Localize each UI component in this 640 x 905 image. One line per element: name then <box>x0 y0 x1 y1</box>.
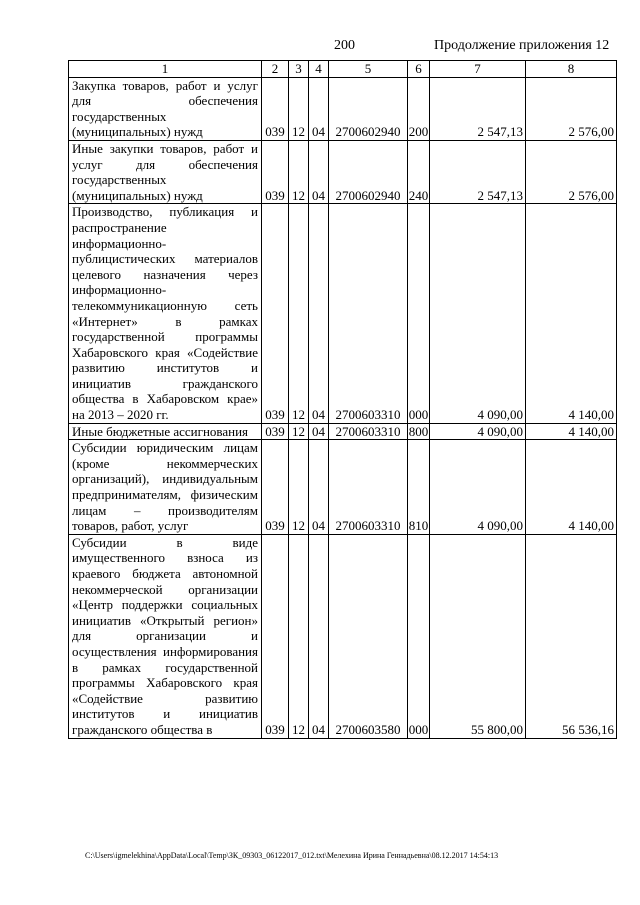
cell-amount-2: 2 576,00 <box>526 77 617 140</box>
column-header: 1 <box>69 61 262 78</box>
column-header: 2 <box>262 61 289 78</box>
table-row <box>69 204 617 423</box>
cell-expense-type: 240 <box>408 140 430 203</box>
cell-target-article: 2700603580 <box>329 534 408 738</box>
column-header: 4 <box>309 61 329 78</box>
cell-target-article: 2700602940 <box>329 77 408 140</box>
continuation-title: Продолжение приложения 12 <box>434 38 610 53</box>
cell-amount-1: 55 800,00 <box>430 534 526 738</box>
cell-target-article: 2700603310 <box>329 204 408 423</box>
table-row <box>69 77 617 140</box>
cell-amount-1: 2 547,13 <box>430 140 526 203</box>
cell-section: 12 <box>289 140 309 203</box>
table-row <box>69 534 617 738</box>
cell-subsection: 04 <box>309 423 329 440</box>
cell-amount-2: 4 140,00 <box>526 423 617 440</box>
table-row <box>69 140 617 203</box>
cell-expense-type: 800 <box>408 423 429 439</box>
column-header: 6 <box>408 61 430 78</box>
cell-section: 12 <box>289 423 309 440</box>
cell-section: 12 <box>289 77 309 140</box>
table-row <box>69 423 617 440</box>
column-header: 5 <box>329 61 408 78</box>
budget-table <box>68 60 617 739</box>
cell-amount-1: 4 090,00 <box>430 423 526 440</box>
table-row <box>69 440 617 535</box>
column-header: 8 <box>526 61 617 78</box>
cell-section: 12 <box>289 534 309 738</box>
row-name: Субсидии в виде имущественного взноса из краевого бюджета автономной некоммерческой организации «Центр поддержки социальных инициатив «Открытый регион» для организации и осуществления информирования в рамках государственной программы Хабаровского края «Содействие развитию институтов и инициатив гражданского общества в <box>69 534 262 738</box>
file-path-footer: C:\Users\igmelekhina\AppData\Local\Temp\ЗК_09303_06122017_012.txt\Мелехина Ирина Геннадьевна\08.12.2017 14:54:13 <box>85 851 499 860</box>
cell-section: 12 <box>289 204 309 423</box>
column-header: 7 <box>430 61 526 78</box>
row-name: Закупка товаров, работ и услуг для обеспечения государственных (муниципальных) нужд <box>69 77 262 140</box>
cell-subsection: 04 <box>309 440 329 535</box>
row-name: Субсидии юридическим лицам (кроме некоммерческих организаций), индивидуальным предпринимателям, физическим лицам – производителям товаров, работ, услуг <box>69 440 262 535</box>
cell-expense-type: 200 <box>408 77 430 140</box>
cell-admin-code: 039 <box>262 204 289 423</box>
cell-admin-code: 039 <box>262 140 289 203</box>
row-name: Производство, публикация и распространение информационно-публицистических материалов целевого назначения через информационно-телекоммуникационную сеть «Интернет» в рамках государственной программы Хабаровского края «Содействие развитию институтов и инициатив гражданского общества в Хабаровском крае» на 2013 – 2020 гг. <box>69 204 262 423</box>
cell-subsection: 04 <box>309 204 329 423</box>
cell-subsection: 04 <box>309 140 329 203</box>
cell-admin-code: 039 <box>262 77 289 140</box>
cell-admin-code: 039 <box>262 440 289 535</box>
cell-amount-2: 4 140,00 <box>526 204 617 423</box>
cell-expense-type: 000 <box>408 534 430 738</box>
cell-admin-code: 039 <box>262 534 289 738</box>
cell-admin-code: 039 <box>262 423 289 440</box>
cell-subsection: 04 <box>309 77 329 140</box>
cell-amount-1: 4 090,00 <box>430 204 526 423</box>
cell-amount-2: 4 140,00 <box>526 440 617 535</box>
cell-amount-2: 56 536,16 <box>526 534 617 738</box>
cell-subsection: 04 <box>309 534 329 738</box>
row-name: Иные бюджетные ассигнования <box>69 423 262 440</box>
table-header-row <box>69 61 617 78</box>
cell-target-article: 2700603310 <box>329 423 408 440</box>
cell-amount-1: 2 547,13 <box>430 77 526 140</box>
cell-target-article: 2700603310 <box>329 440 408 535</box>
cell-amount-2: 2 576,00 <box>526 140 617 203</box>
cell-section: 12 <box>289 440 309 535</box>
column-header: 3 <box>289 61 309 78</box>
page-number: 200 <box>334 38 355 53</box>
row-name: Иные закупки товаров, работ и услуг для обеспечения государственных (муниципальных) нужд <box>69 140 262 203</box>
cell-expense-type: 000 <box>408 204 430 423</box>
cell-amount-1: 4 090,00 <box>430 440 526 535</box>
cell-expense-type: 810 <box>408 440 430 535</box>
cell-target-article: 2700602940 <box>329 140 408 203</box>
